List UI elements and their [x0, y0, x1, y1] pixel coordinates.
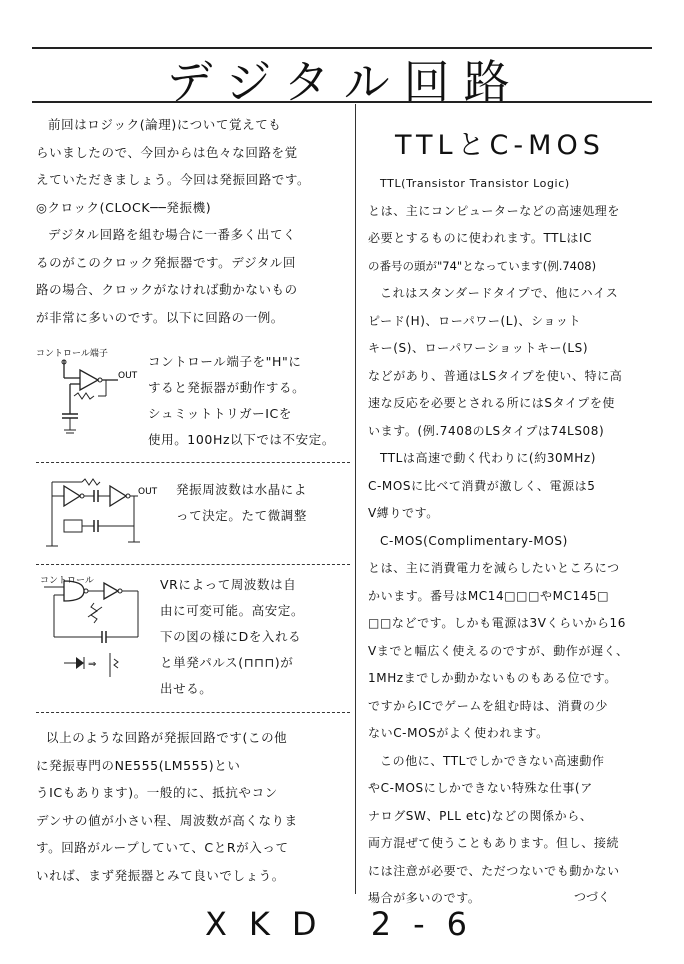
- circuit-text-line: 出せる。: [160, 681, 213, 696]
- section-separator: [36, 712, 350, 713]
- section-separator: [36, 564, 350, 565]
- circuit3-description: [160, 572, 353, 702]
- out-label: OUT: [118, 371, 138, 381]
- intro-line: 前回はロジック(論理)について覚えても: [48, 117, 282, 132]
- body-line: C-MOS(Complimentary-MOS): [380, 533, 568, 548]
- circuit-text-line: と単発パルス(⊓⊓⊓)が: [160, 655, 294, 670]
- summary-line: いれば、まず発振器とみて良いでしょう。: [36, 867, 285, 883]
- summary-line: うICもあります)。一般的に、抵抗やコン: [36, 785, 278, 800]
- body-line: ナログSW、PLL etc)などの関係から、: [368, 808, 593, 823]
- circuit-text-line: 使用。100Hz以下では不安定。: [148, 432, 335, 447]
- column-divider: [355, 104, 356, 894]
- body-line: V縛りです。: [368, 506, 439, 520]
- page-title: デジタル回路: [166, 55, 524, 109]
- control-terminal-label: コントロール端子: [36, 349, 108, 359]
- crystal-oscillator-circuit-diagram: [34, 472, 164, 562]
- intro-section: [36, 111, 351, 331]
- circuit-text-line: 下の図の様にDを入れる: [160, 629, 302, 644]
- body-line: います。(例.7408のLSタイプは74LS08): [368, 423, 605, 438]
- circuit-text-line: 発振周波数は水晶によ: [176, 482, 308, 497]
- body-line: とは、主に消費電力を減らしたいところにつ: [368, 561, 620, 575]
- body-line: ですからICでゲームを組む時は、消費の少: [368, 698, 608, 713]
- summary-line: デンサの値が小さい程、周波数が高くなりま: [36, 812, 298, 828]
- section-heading-ttl-cmos: TTLとC-MOS: [395, 130, 605, 161]
- body-line: やC-MOSにしかできない特殊な仕事(ア: [368, 781, 593, 795]
- circuit1-description: [148, 349, 353, 453]
- schmitt-trigger-circuit-diagram: [34, 344, 144, 454]
- body-line: □□などです。しかも電源は3Vくらいから16: [368, 616, 627, 630]
- body-line: などがあり、普通はLSタイプを使い、特に高: [368, 368, 623, 383]
- body-line: ピード(H)、ローパワー(L)、ショット: [368, 313, 582, 328]
- summary-line: す。回路がループしていて、CとRが入って: [36, 840, 289, 855]
- circuit-text-line: 由に可変可能。高安定。: [160, 603, 305, 618]
- intro-line: らいましたので、今回からは色々な回路を覚: [36, 144, 298, 160]
- intro-line: ◎クロック(CLOCK──発振機): [36, 199, 212, 215]
- body-line: 場合が多いのです。: [368, 891, 481, 905]
- body-line: 両方混ぜて使うこともあります。但し、接続: [368, 836, 620, 850]
- page-footer-code: XKD 2-6: [205, 905, 489, 943]
- circuit-text-line: って決定。たて微調整: [176, 508, 308, 523]
- ttl-cmos-body: [368, 170, 668, 913]
- circuit-text-line: シュミットトリガーICを: [148, 406, 292, 421]
- body-line: かいます。番号はMC14□□□やMC145□: [368, 588, 610, 603]
- circuit-text-line: すると発振器が動作する。: [148, 380, 306, 395]
- body-line: Vまでと幅広く使えるのですが、動作が遅く、: [368, 643, 629, 658]
- out-label: OUT: [138, 487, 158, 497]
- circuit-text-line: VRによって周波数は自: [160, 577, 297, 592]
- body-line: C-MOSに比べて消費が激しく、電源は5: [368, 478, 596, 493]
- continued-note: つづく: [574, 890, 611, 904]
- body-line: キー(S)、ローパワーショットキー(LS): [368, 341, 589, 355]
- top-rule: [32, 47, 652, 49]
- summary-line: 以上のような回路が発振回路です(この他: [46, 730, 288, 745]
- body-line: この他に、TTLでしかできない高速動作: [380, 753, 605, 768]
- title-bottom-rule: [32, 101, 652, 103]
- circuit-text-line: コントロール端子を"H"に: [148, 354, 302, 369]
- body-line: 必要とするものに使われます。TTLはIC: [368, 231, 593, 245]
- summary-line: に発振専門のNE555(LM555)とい: [36, 757, 241, 773]
- variable-frequency-circuit-diagram: [34, 573, 159, 693]
- intro-line: 路の場合、クロックがなければ動かないもの: [36, 282, 298, 297]
- body-line: 速な反応を必要とされる所にはSタイプを使: [368, 396, 616, 410]
- intro-line: えていただきましょう。今回は発振回路です。: [36, 172, 311, 187]
- section-separator: [36, 462, 350, 463]
- intro-line: デジタル回路を組む場合に一番多く出てく: [48, 227, 297, 242]
- body-line: には注意が必要で、ただつないでも動かない: [368, 863, 620, 878]
- intro-line: が非常に多いのです。以下に回路の一例。: [36, 309, 284, 325]
- body-line: ないC-MOSがよく使われます。: [368, 726, 549, 740]
- body-line: TTLは高速で動く代わりに(約30MHz): [380, 451, 597, 465]
- circuit2-description: [176, 477, 353, 529]
- control-label: コントロール: [40, 576, 94, 586]
- body-line: の番号の頭が"74"となっています(例.7408): [368, 258, 597, 273]
- body-line: 1MHzまでしか動かないものもある位です。: [368, 671, 617, 685]
- body-line: TTL(Transistor Transistor Logic): [380, 177, 570, 190]
- body-line: これはスタンダードタイプで、他にハイス: [380, 286, 619, 300]
- body-line: とは、主にコンピューターなどの高速処理を: [368, 203, 621, 218]
- summary-section: [36, 724, 351, 889]
- intro-line: るのがこのクロック発振器です。デジタル回: [36, 254, 297, 270]
- svg-text:⇒: ⇒: [88, 659, 97, 670]
